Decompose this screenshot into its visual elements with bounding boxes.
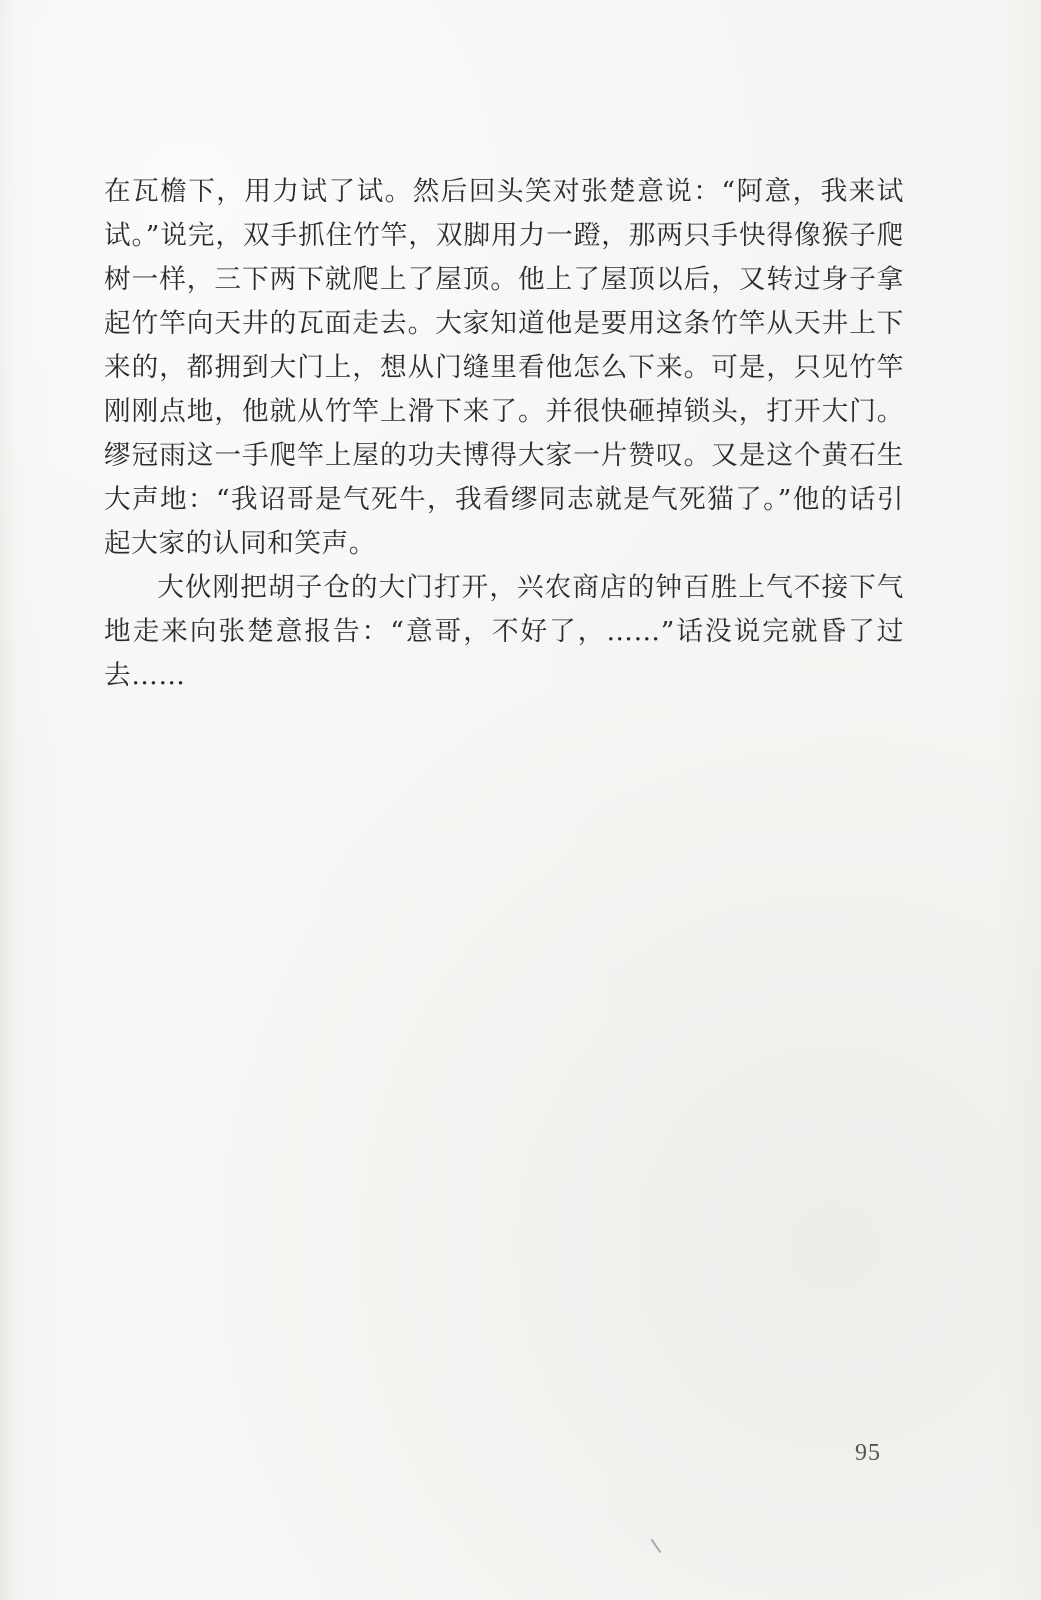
scan-speck <box>651 1539 662 1553</box>
paragraph-2: 大伙刚把胡子仓的大门打开，兴农商店的钟百胜上气不接下气地走来向张楚意报告：“意哥，不好了，……”话没说完就昏了过去…… <box>104 572 904 691</box>
body-text <box>104 170 904 698</box>
paragraph-1: 在瓦檐下，用力试了试。然后回头笑对张楚意说：“阿意，我来试试。”说完，双手抓住竹竿，双脚用力一蹬，那两只手快得像猴子爬树一样，三下两下就爬上了屋顶。他上了屋顶以后，又转过身子拿起竹竿向天井的瓦面走去。大家知道他是要用这条竹竿从天井上下来的，都拥到大门上，想从门缝里看他怎么下来。可是，只见竹竿刚刚点地，他就从竹竿上滑下来了。并很快砸掉锁头，打开大门。缪冠雨这一手爬竿上屋的功夫博得大家一片赞叹。又是这个黄石生大声地：“我诏哥是气死牛，我看缪同志就是气死猫了。”他的话引起大家的认同和笑声。 <box>104 176 904 559</box>
page-number: 95 <box>855 1440 881 1466</box>
